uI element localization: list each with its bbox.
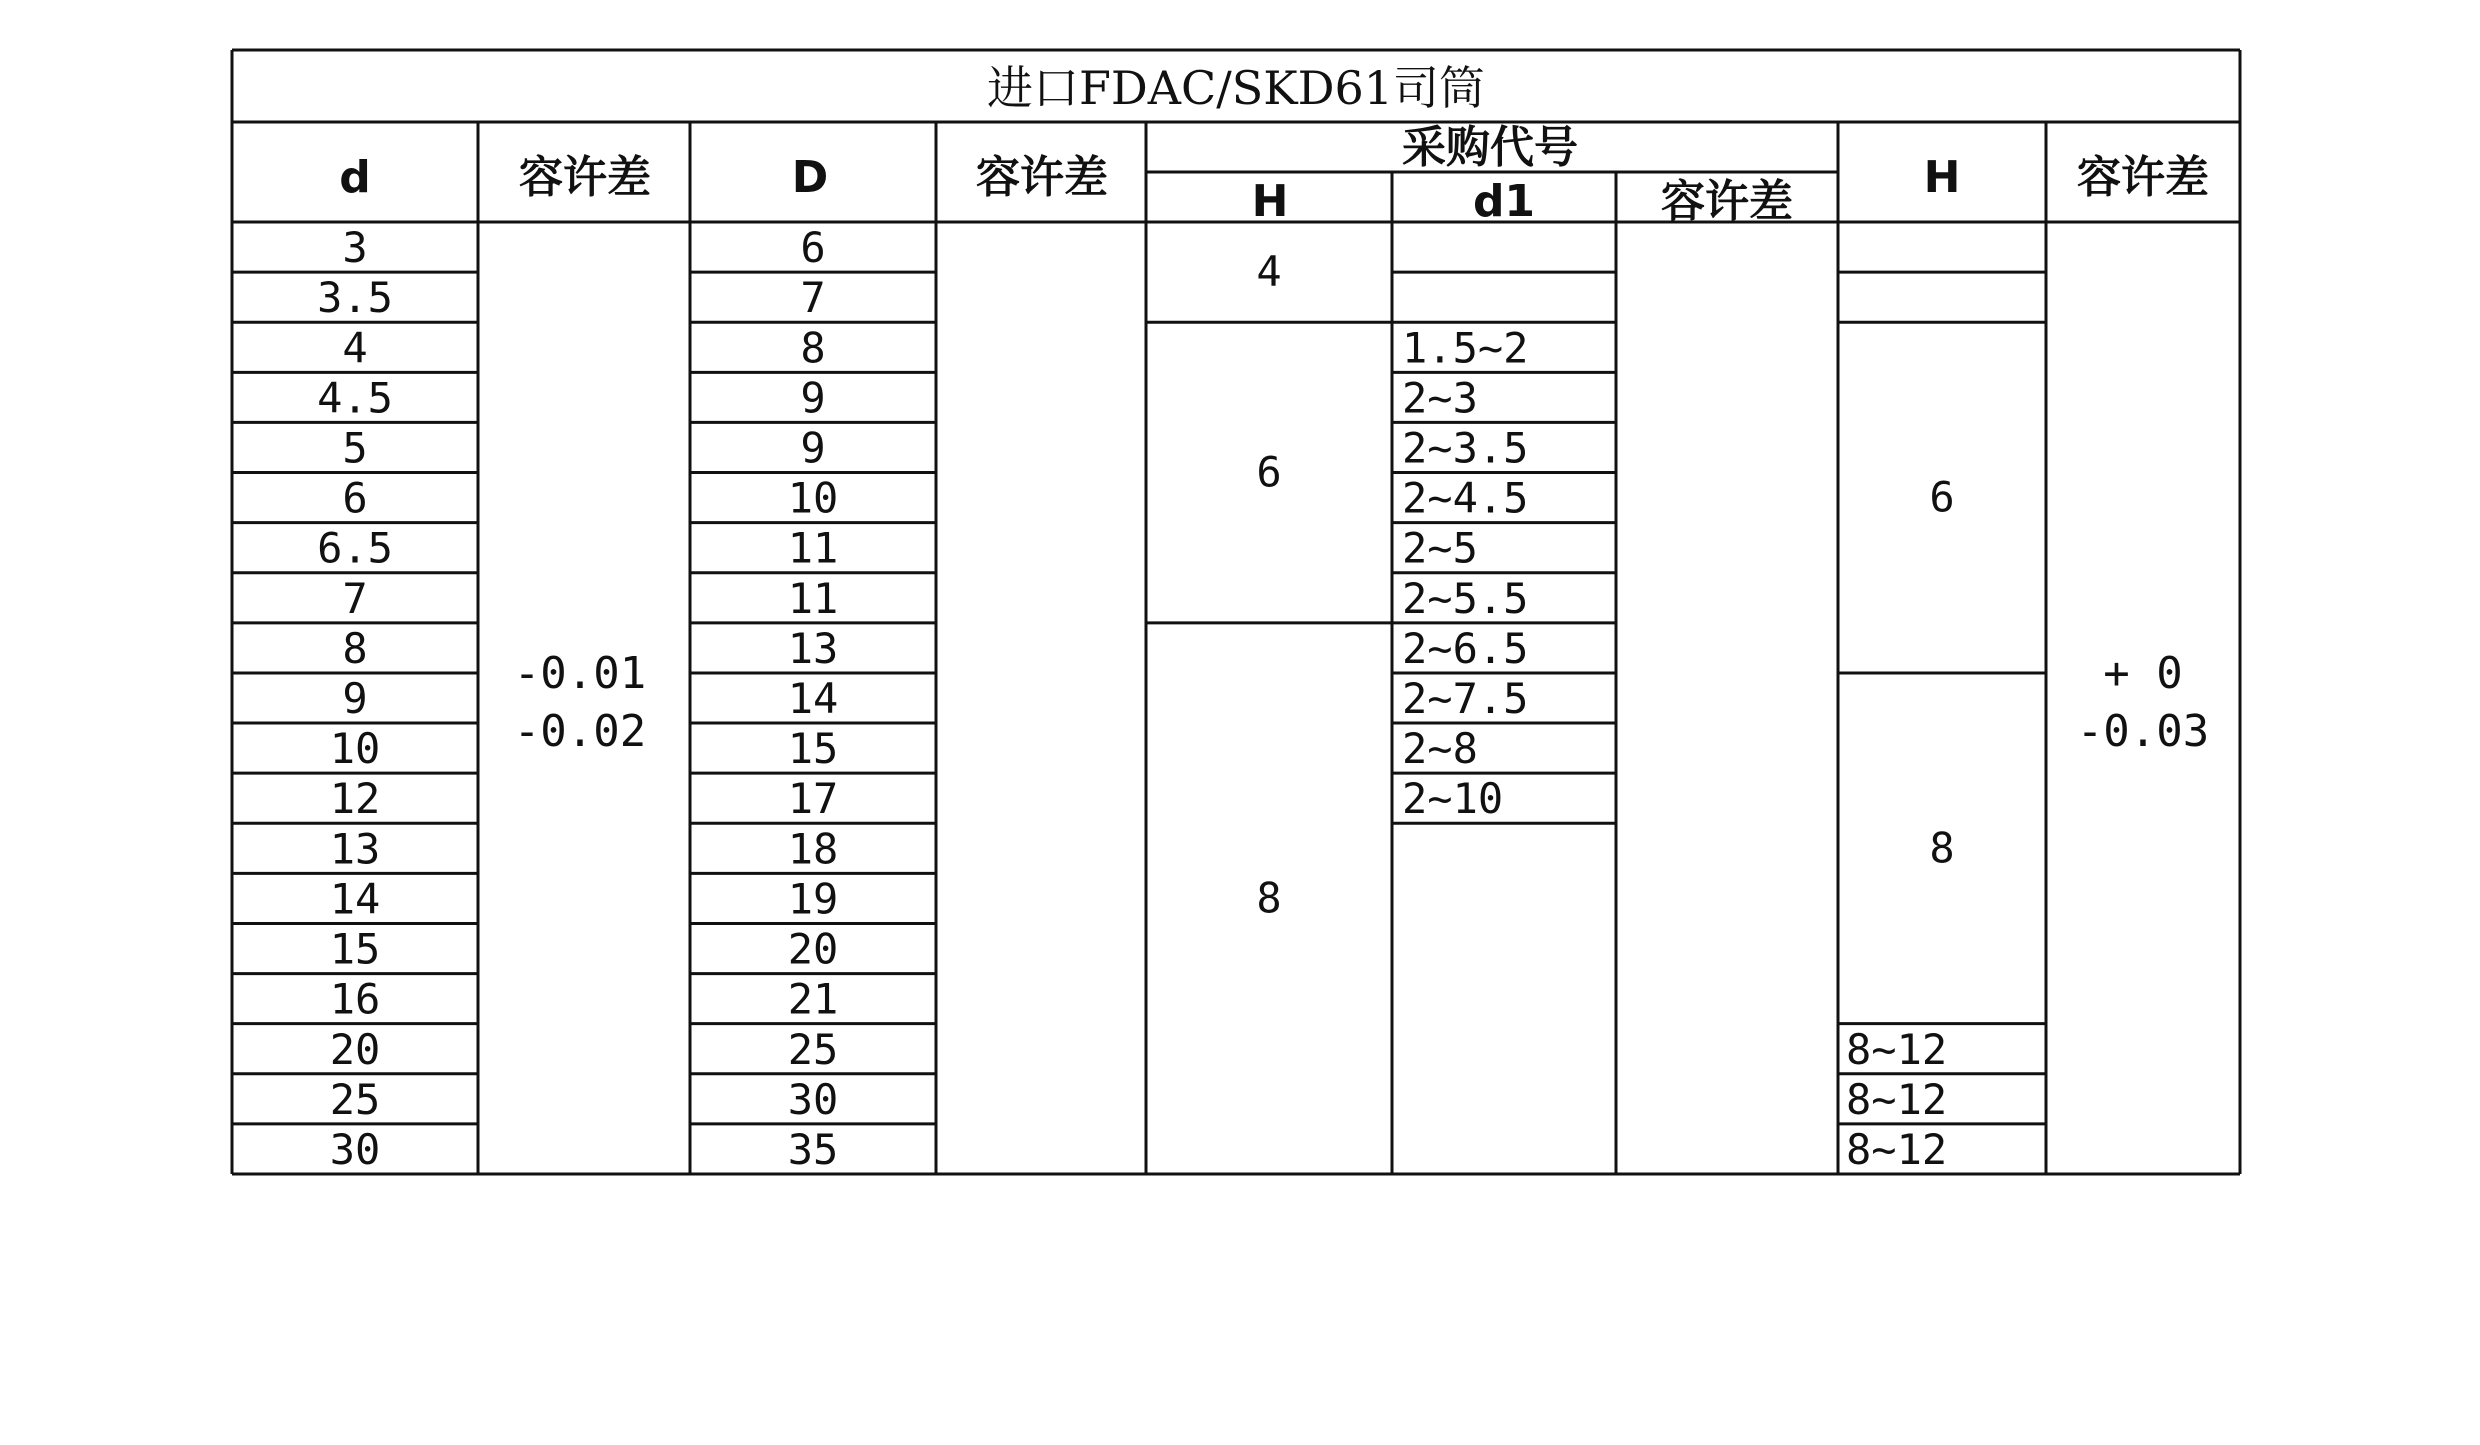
- cell-d: 8: [342, 623, 368, 673]
- cell-D: 18: [787, 824, 839, 874]
- cell-D: 20: [787, 924, 839, 974]
- tolerance-d-upper: -0.01: [513, 648, 647, 699]
- header-tolerance-d: 容许差: [519, 152, 651, 203]
- cell-d: 7: [342, 573, 368, 623]
- header-H: H: [1923, 152, 1961, 203]
- cell-H: 6: [1929, 472, 1955, 522]
- tolerance-H-lower: -0.03: [2076, 706, 2210, 757]
- cell-D: 10: [787, 473, 839, 523]
- cell-d: 6: [342, 473, 368, 523]
- cell-d1: 2~4.5: [1402, 473, 1529, 523]
- cell-d: 15: [329, 924, 381, 974]
- header-d: d: [339, 152, 371, 203]
- cell-D: 14: [787, 674, 839, 724]
- header-tolerance-H: 容许差: [2077, 152, 2209, 203]
- table-text: [339, 61, 2209, 757]
- cell-d: 14: [329, 874, 381, 924]
- cell-d: 12: [329, 774, 381, 824]
- cell-d: 6.5: [317, 523, 393, 573]
- cell-code-H: 4: [1256, 247, 1282, 297]
- cell-d1: 2~3.5: [1402, 423, 1529, 473]
- cell-D: 11: [787, 573, 839, 623]
- cell-d1: 2~10: [1402, 774, 1504, 824]
- cell-D: 19: [787, 874, 839, 924]
- cell-D: 17: [787, 774, 839, 824]
- cell-d: 5: [342, 423, 368, 473]
- cell-d1: 2~8: [1402, 724, 1478, 774]
- cell-d: 30: [329, 1124, 381, 1174]
- cell-d1: 2~5: [1402, 523, 1478, 573]
- cell-d: 3: [342, 223, 368, 273]
- cell-d: 4: [342, 323, 368, 373]
- header-purchase-code: 采购代号: [1402, 122, 1578, 173]
- header-tolerance-code: 容许差: [1661, 176, 1793, 227]
- cell-D: 25: [787, 1024, 839, 1074]
- cell-d1: 1.5~2: [1402, 323, 1529, 373]
- cell-D: 35: [787, 1124, 839, 1174]
- cell-code-H: 8: [1256, 873, 1282, 923]
- header-code-H: H: [1251, 176, 1289, 227]
- cell-d1: 2~5.5: [1402, 573, 1529, 623]
- cell-d: 10: [329, 724, 381, 774]
- cell-d1: 2~7.5: [1402, 674, 1529, 724]
- table-grid: [232, 50, 2240, 1174]
- cell-d1: 2~3: [1402, 373, 1478, 423]
- cell-d: 4.5: [317, 373, 393, 423]
- cell-D: 13: [787, 623, 839, 673]
- cell-d: 3.5: [317, 273, 393, 323]
- header-D: D: [791, 152, 829, 203]
- cell-H: 8: [1929, 823, 1955, 873]
- cell-D: 7: [800, 273, 826, 323]
- cell-H: 8~12: [1846, 1124, 1948, 1174]
- header-d1: d1: [1472, 176, 1536, 227]
- cell-D: 11: [787, 523, 839, 573]
- tolerance-d-lower: -0.02: [513, 706, 647, 757]
- cell-D: 9: [800, 373, 826, 423]
- cell-code-H: 6: [1256, 447, 1282, 497]
- table-title: 进口FDAC/SKD61司筒: [986, 61, 1486, 115]
- tolerance-H-upper: + 0: [2103, 648, 2183, 699]
- cell-D: 9: [800, 423, 826, 473]
- cell-D: 6: [800, 223, 826, 273]
- cell-H: 8~12: [1846, 1024, 1948, 1074]
- cell-d: 13: [329, 824, 381, 874]
- cell-d: 25: [329, 1074, 381, 1124]
- header-tolerance-D: 容许差: [976, 152, 1108, 203]
- cell-d: 20: [329, 1024, 381, 1074]
- cell-d1: 2~6.5: [1402, 623, 1529, 673]
- cell-D: 30: [787, 1074, 839, 1124]
- cell-D: 8: [800, 323, 826, 373]
- cell-D: 21: [787, 974, 839, 1024]
- cell-H: 8~12: [1846, 1074, 1948, 1124]
- cell-d: 9: [342, 674, 368, 724]
- cell-d: 16: [329, 974, 381, 1024]
- cell-D: 15: [787, 724, 839, 774]
